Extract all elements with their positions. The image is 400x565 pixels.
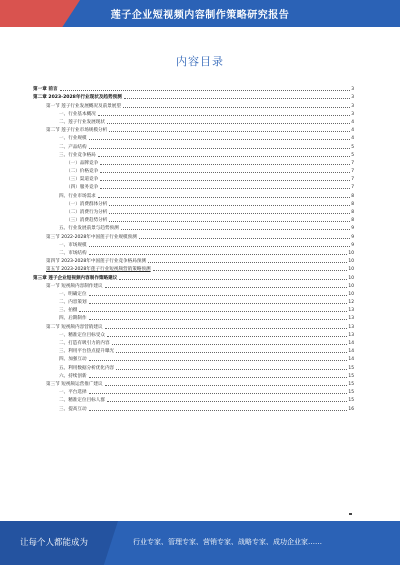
toc-entry-page: 8	[351, 193, 354, 199]
toc-entry[interactable]	[33, 174, 354, 182]
toc-entry-label: （二）价格竞争	[66, 169, 99, 175]
toc-entry[interactable]	[33, 264, 354, 272]
toc-entry-label: 二、产品结构	[59, 144, 87, 150]
toc-entry-page: 8	[351, 201, 354, 207]
toc-leader-dots	[105, 287, 348, 288]
toc-leader-dots	[109, 205, 350, 206]
toc-entry-page: 14	[348, 341, 354, 346]
toc-entry[interactable]	[33, 182, 354, 190]
toc-entry-page: 4	[351, 136, 354, 142]
toc-entry[interactable]	[33, 199, 354, 207]
toc-entry-page: 5	[351, 152, 354, 158]
toc-entry-page: 10	[348, 291, 354, 297]
toc-entry[interactable]	[33, 371, 354, 379]
toc-leader-dots	[139, 238, 350, 239]
toc-entry-page: 3	[351, 111, 354, 117]
toc-entry-label: 三、提高互动	[59, 406, 87, 412]
toc-entry[interactable]	[33, 248, 354, 256]
page-header	[0, 0, 400, 27]
toc-entry-label: 一、行业基本概况	[59, 111, 96, 117]
toc-entry[interactable]	[33, 321, 354, 329]
toc-entry[interactable]	[33, 272, 354, 280]
toc-entry-page: 10	[348, 275, 354, 281]
toc-leader-dots	[100, 188, 350, 189]
toc-leader-dots	[119, 279, 347, 280]
footer-tagline: 行业专家、管理专家、营销专家、战略专家、成功企业家……	[133, 538, 322, 546]
table-of-contents	[33, 84, 354, 412]
toc-entry-label: 五、行业发展前景与趋势预测	[59, 226, 119, 232]
toc-entry-page: 10	[348, 267, 354, 273]
toc-entry[interactable]	[33, 215, 354, 223]
toc-leader-dots	[116, 369, 347, 370]
toc-leader-dots	[121, 229, 350, 230]
toc-entry-page: 15	[348, 390, 354, 396]
toc-entry-label: 第二节 短视频内容营销建议	[46, 324, 103, 330]
toc-entry-label: 第一节 莲子行业发展概况及前景展望	[46, 103, 121, 109]
toc-entry-page: 5	[351, 144, 354, 150]
toc-leader-dots	[100, 172, 350, 173]
toc-entry[interactable]	[33, 387, 354, 395]
toc-leader-dots	[124, 98, 350, 99]
toc-entry[interactable]	[33, 150, 354, 158]
page-mark	[349, 513, 352, 515]
toc-entry-page: 9	[351, 242, 354, 248]
toc-entry-label: 三、拍摄	[59, 308, 78, 314]
toc-entry-label: 二、内容策划	[59, 300, 87, 306]
toc-entry[interactable]	[33, 223, 354, 231]
toc-entry[interactable]	[33, 289, 354, 297]
toc-entry-page: 4	[351, 119, 354, 125]
toc-entry-label: 第一节 短视频内容制作建议	[46, 283, 103, 289]
toc-entry-label: 四、加强互动	[59, 357, 87, 363]
toc-leader-dots	[89, 139, 351, 140]
toc-entry-page: 8	[351, 210, 354, 215]
toc-entry-page: 14	[348, 349, 354, 355]
toc-entry[interactable]	[33, 281, 354, 289]
toc-leader-dots	[89, 410, 348, 411]
toc-leader-dots	[112, 344, 348, 345]
toc-entry-label: 三、利用平台热点提升曝光	[59, 349, 115, 355]
toc-entry-label: 第三节 短视频运营推广建议	[46, 381, 103, 387]
toc-entry-label: 第四节 2023-2028年中国莲子行业竞争格局预测	[46, 259, 147, 265]
toc-entry-label: 四、后期制作	[59, 316, 87, 322]
toc-leader-dots	[89, 393, 348, 394]
toc-entry-label: 第二章 2023-2028年行业现状及趋势预测	[33, 95, 122, 101]
toc-leader-dots	[107, 401, 347, 402]
toc-entry-page: 3	[351, 95, 354, 101]
toc-leader-dots	[89, 377, 348, 378]
toc-heading: 内容目录	[176, 55, 224, 68]
toc-entry[interactable]	[33, 117, 354, 125]
toc-leader-dots	[89, 148, 351, 149]
toc-entry-label: 二、市场结构	[59, 250, 87, 256]
toc-leader-dots	[98, 156, 350, 157]
footer-slogan: 让每个人都能成为	[20, 538, 89, 548]
report-title: 莲子企业短视频内容制作策略研究报告	[110, 10, 290, 21]
toc-entry-page: 10	[348, 283, 354, 289]
toc-leader-dots	[123, 107, 350, 108]
toc-leader-dots	[109, 221, 350, 222]
toc-leader-dots	[107, 123, 350, 124]
toc-entry[interactable]	[33, 100, 354, 108]
toc-leader-dots	[98, 115, 350, 116]
toc-entry[interactable]	[33, 403, 354, 411]
toc-entry[interactable]	[33, 379, 354, 387]
toc-entry-label: 第五节 2023-2028年莲子行业短视频营销策略预测	[46, 267, 151, 273]
toc-entry-label: （三）渠道竞争	[66, 177, 99, 183]
toc-leader-dots	[79, 311, 347, 312]
toc-entry-page: 15	[348, 365, 354, 371]
toc-entry[interactable]	[33, 305, 354, 313]
toc-entry-page: 13	[348, 308, 354, 314]
toc-entry-page: 3	[351, 87, 354, 93]
toc-entry-page: 3	[351, 103, 354, 109]
toc-entry-page: 7	[351, 177, 354, 183]
page-footer	[0, 521, 400, 565]
toc-entry-page: 10	[348, 250, 354, 256]
toc-entry-label: 二、精准定位目标人群	[59, 398, 105, 404]
toc-entry[interactable]	[33, 158, 354, 166]
toc-entry[interactable]	[33, 346, 354, 354]
toc-leader-dots	[148, 262, 347, 263]
toc-entry-label: 第一章 前言	[33, 87, 58, 93]
toc-entry[interactable]	[33, 84, 354, 92]
toc-entry-page: 16	[348, 406, 354, 412]
toc-leader-dots	[105, 328, 348, 329]
toc-entry[interactable]	[33, 240, 354, 248]
toc-leader-dots	[60, 90, 351, 91]
toc-leader-dots	[105, 385, 348, 386]
toc-entry[interactable]	[33, 313, 354, 321]
toc-entry-page: 4	[351, 128, 354, 134]
toc-entry-label: 第三节 2022-2028年中国莲子行业规模预测	[46, 234, 137, 240]
toc-leader-dots	[89, 319, 348, 320]
toc-entry[interactable]	[33, 297, 354, 305]
toc-leader-dots	[98, 197, 350, 198]
toc-entry-label: 一、市场规模	[59, 242, 87, 248]
toc-entry-page: 9	[351, 226, 354, 232]
toc-entry[interactable]	[33, 330, 354, 338]
toc-leader-dots	[89, 295, 348, 296]
toc-entry-page: 7	[351, 160, 354, 166]
toc-entry-page: 7	[351, 185, 354, 191]
toc-leader-dots	[109, 131, 350, 132]
toc-entry[interactable]	[33, 207, 354, 215]
toc-entry-page: 13	[348, 316, 354, 322]
toc-entry[interactable]	[33, 141, 354, 149]
toc-entry-label: 三、行业竞争格局	[59, 152, 96, 158]
toc-entry-page: 13	[348, 324, 354, 330]
toc-entry[interactable]	[33, 92, 354, 100]
toc-entry[interactable]	[33, 166, 354, 174]
toc-entry[interactable]	[33, 256, 354, 264]
toc-entry-label: （一）消费群体分析	[66, 201, 108, 207]
toc-entry-label: （一）品牌竞争	[66, 160, 99, 166]
toc-entry-page: 13	[348, 332, 354, 338]
toc-entry-label: 第三章 莲子企业短视频内容制作策略建议	[33, 275, 118, 281]
toc-leader-dots	[100, 180, 350, 181]
toc-leader-dots	[100, 164, 350, 165]
toc-entry-label: （三）消费趋势分析	[66, 218, 108, 224]
toc-entry-label: 一、行业规模	[59, 136, 87, 142]
toc-leader-dots	[107, 336, 347, 337]
toc-entry-label: 一、精准定位目标受众	[59, 332, 105, 338]
toc-entry-label: 六、持续创新	[59, 373, 87, 379]
toc-entry-label: 一、明确定位	[59, 291, 87, 297]
toc-entry[interactable]	[33, 362, 354, 370]
toc-entry[interactable]	[33, 133, 354, 141]
toc-entry-page: 12	[348, 300, 354, 306]
toc-leader-dots	[89, 254, 348, 255]
toc-entry-page: 7	[351, 169, 354, 175]
toc-entry-label: 第二节 莲子行业市场规模分析	[46, 128, 108, 134]
toc-entry-page: 14	[348, 357, 354, 363]
toc-entry-page: 15	[348, 381, 354, 387]
toc-entry-page: 9	[351, 234, 354, 240]
toc-entry-page: 15	[348, 398, 354, 404]
toc-entry-label: （四）服务竞争	[66, 185, 99, 191]
toc-leader-dots	[116, 352, 347, 353]
toc-entry-label: 二、打造有吸引力的内容	[59, 341, 110, 346]
toc-entry[interactable]	[33, 231, 354, 239]
toc-leader-dots	[89, 360, 348, 361]
toc-entry[interactable]	[33, 395, 354, 403]
toc-entry[interactable]	[33, 338, 354, 346]
toc-entry-label: 二、莲子行业发展现状	[59, 119, 105, 125]
toc-entry-page: 15	[348, 373, 354, 379]
toc-entry-label: 五、利用数据分析优化内容	[59, 365, 115, 371]
toc-leader-dots	[89, 246, 351, 247]
toc-leader-dots	[109, 213, 350, 214]
toc-entry[interactable]	[33, 109, 354, 117]
toc-entry-label: 一、平台选择	[59, 390, 87, 396]
toc-leader-dots	[89, 303, 348, 304]
toc-entry[interactable]	[33, 125, 354, 133]
toc-entry-page: 8	[351, 218, 354, 224]
toc-entry-page: 10	[348, 259, 354, 265]
toc-entry[interactable]	[33, 190, 354, 198]
toc-entry-label: 四、行业市场需求	[59, 193, 96, 199]
toc-entry-label: （二）消费行为分析	[66, 210, 108, 215]
toc-leader-dots	[153, 270, 348, 271]
toc-entry[interactable]	[33, 354, 354, 362]
